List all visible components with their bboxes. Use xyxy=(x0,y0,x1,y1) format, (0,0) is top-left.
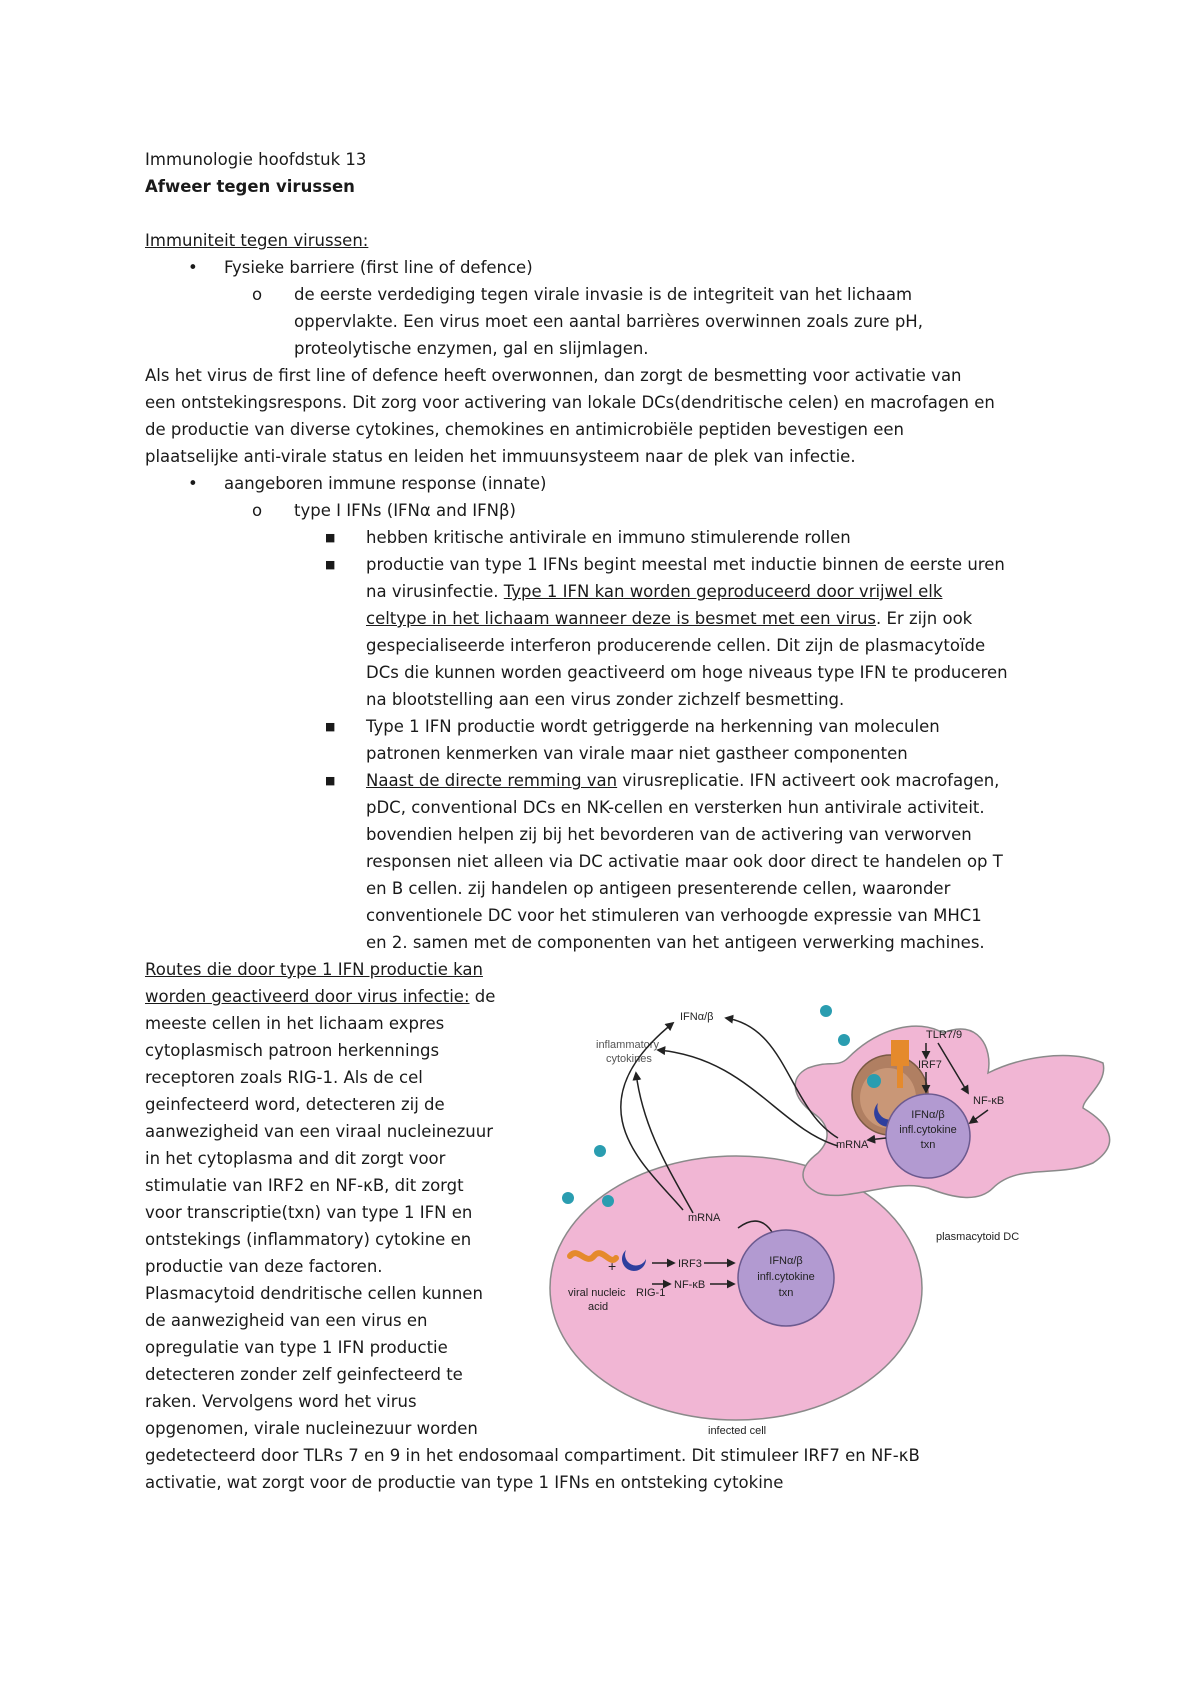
bullet-innate-response: aangeboren immune response (innate) xyxy=(224,474,547,493)
nfkb-cell-label: NF-κB xyxy=(674,1279,706,1291)
underlined-span: Type 1 IFN kan worden geproduceerd door vrijwel elk xyxy=(503,582,943,601)
routes-line: voor transcriptie(txn) van type 1 IFN en xyxy=(145,1203,473,1222)
type-i-ifn-item: type I IFNs (IFNα and IFNβ) xyxy=(294,501,516,520)
text-span: virusreplicatie. IFN activeert ook macrofagen, xyxy=(617,771,1000,790)
inflammatory-label: cytokines xyxy=(606,1053,652,1065)
routes-line: de aanwezigheid van een virus en xyxy=(145,1311,428,1330)
routes-line: receptoren zoals RIG-1. Als de cel xyxy=(145,1068,423,1087)
doc-title: Immunologie hoofdstuk 13 xyxy=(145,150,367,169)
routes-line: productie van deze factoren. xyxy=(145,1257,383,1276)
irf3-label: IRF3 xyxy=(678,1258,702,1270)
infected-cell-caption: infected cell xyxy=(708,1425,767,1437)
nfkb-pdc-label: NF-κB xyxy=(973,1095,1005,1107)
ifn-point-line: productie van type 1 IFNs begint meestal met inductie binnen de eerste uren xyxy=(366,555,1005,574)
routes-line: cytoplasmisch patroon herkennings xyxy=(145,1041,440,1060)
ifn-point-line: Type 1 IFN productie wordt getriggerde na herkenning van moleculen xyxy=(366,717,940,736)
underlined-span: Naast de directe remming van xyxy=(366,771,618,790)
routes-line xyxy=(145,983,495,1010)
section-heading: Immuniteit tegen virussen: xyxy=(145,231,369,250)
underlined-span: worden geactiveerd door virus infectie: xyxy=(145,987,470,1006)
sub-bullet-o: o xyxy=(252,501,263,520)
square-bullet: ■ xyxy=(325,558,336,571)
cell-nucleus-label: IFNα/β xyxy=(769,1255,803,1267)
routes-line: opregulatie van type 1 IFN productie xyxy=(145,1338,448,1357)
routes-line: detecteren zonder zelf geinfecteerd te xyxy=(145,1365,463,1384)
ifn-point-line: en B cellen. zij handelen op antigeen presenterende cellen, waaronder xyxy=(366,879,951,898)
pdc-caption: plasmacytoid DC xyxy=(936,1231,1020,1243)
doc-subtitle: Afweer tegen virussen xyxy=(145,177,355,196)
sub-bullet-o: o xyxy=(252,285,263,304)
text-span: de xyxy=(469,987,496,1006)
square-bullet: ■ xyxy=(325,774,336,787)
viral-nucleic-label: viral nucleic xyxy=(568,1287,626,1299)
routes-line: activatie, wat zorgt voor de productie van type 1 IFNs en ontsteking cytokine xyxy=(145,1473,784,1492)
text-span: na virusinfectie. xyxy=(366,582,504,601)
routes-line: raken. Vervolgens word het virus xyxy=(145,1392,417,1411)
viral-nucleic-label: acid xyxy=(588,1301,609,1313)
barrier-text-line: oppervlakte. Een virus moet een aantal barrières overwinnen zoals zure pH, xyxy=(294,312,923,331)
bullet-dot: • xyxy=(188,258,198,277)
ifn-point-line xyxy=(366,605,972,632)
routes-line: in het cytoplasma and dit zorgt voor xyxy=(145,1149,446,1168)
routes-line: ontstekings (inflammatory) cytokine en xyxy=(145,1230,472,1249)
routes-line: geinfecteerd word, detecteren zij de xyxy=(145,1095,445,1114)
routes-line: aanwezigheid van een viraal nucleinezuur xyxy=(145,1122,493,1141)
routes-line: opgenomen, virale nucleinezuur worden xyxy=(145,1419,478,1438)
pdc-nucleus xyxy=(886,1094,970,1178)
barrier-text-line: de eerste verdediging tegen virale invasie is de integriteit van het lichaam xyxy=(294,285,913,304)
inflammatory-label: inflammatory xyxy=(596,1039,659,1051)
ifn-point-line: pDC, conventional DCs en NK-cellen en versterken hun antivirale activiteit. xyxy=(366,798,985,817)
tlr-label: TLR7/9 xyxy=(926,1029,963,1041)
ifn-point-line: conventionele DC voor het stimuleren van verhoogde expressie van MHC1 xyxy=(366,906,982,925)
ifn-label: IFNα/β xyxy=(680,1011,714,1023)
routes-line: Plasmacytoid dendritische cellen kunnen xyxy=(145,1284,483,1303)
bullet-dot: • xyxy=(188,474,198,493)
paragraph-line: plaatselijke anti-virale status en leiden het immuunsysteem naar de plek van infectie. xyxy=(145,447,856,466)
plus-sign: + xyxy=(608,1258,617,1274)
mrna-cell-label: mRNA xyxy=(688,1212,721,1224)
rig-label: RIG-1 xyxy=(636,1287,666,1299)
pdc-nucleus-label: txn xyxy=(920,1139,936,1151)
ifn-point-line: gespecialiseerde interferon producerende cellen. Dit zijn de plasmacytoïde xyxy=(366,636,986,655)
bullet-physical-barrier: Fysieke barriere (first line of defence) xyxy=(224,258,533,277)
ifn-point-line: patronen kenmerken van virale maar niet gastheer componenten xyxy=(366,744,908,763)
ifn-point-line: DCs die kunnen worden geactiveerd om hoge niveaus type IFN te produceren xyxy=(366,663,1008,682)
paragraph-line: een ontstekingsrespons. Dit zorg voor activering van lokale DCs(dendritische celen) en macrofagen en xyxy=(145,393,995,412)
barrier-text-line: proteolytische enzymen, gal en slijmlagen. xyxy=(294,339,649,358)
ifn-point-line: en 2. samen met de componenten van het antigeen verwerking machines. xyxy=(366,933,985,952)
pdc-nucleus-label: IFNα/β xyxy=(911,1109,945,1121)
ifn-point-line xyxy=(366,578,942,605)
ifn-pathway-diagram xyxy=(548,988,1148,1438)
underlined-span: celtype in het lichaam wanneer deze is besmet met een virus xyxy=(366,609,877,628)
square-bullet: ■ xyxy=(325,531,336,544)
ifn-point-line: na blootstelling aan een virus zonder zichzelf besmetting. xyxy=(366,690,845,709)
ifn-point-line xyxy=(366,767,999,794)
square-bullet: ■ xyxy=(325,720,336,733)
paragraph-line: de productie van diverse cytokines, chemokines en antimicrobiële peptiden bevestigen een xyxy=(145,420,904,439)
routes-heading: Routes die door type 1 IFN productie kan xyxy=(145,960,483,979)
routes-line: stimulatie van IRF2 en NF-κB, dit zorgt xyxy=(145,1176,464,1195)
virus-icon xyxy=(867,1074,881,1088)
cell-nucleus-label: txn xyxy=(778,1287,794,1299)
mrna-pdc-label: mRNA xyxy=(836,1139,869,1151)
paragraph-line: Als het virus de first line of defence heeft overwonnen, dan zorgt de besmetting voor activatie van xyxy=(145,366,962,385)
cell-nucleus-label: infl.cytokine xyxy=(757,1271,815,1283)
ifn-point-line: hebben kritische antivirale en immuno stimulerende rollen xyxy=(366,528,851,547)
text-span: . Er zijn ook xyxy=(876,609,973,628)
pdc-nucleus-label: infl.cytokine xyxy=(899,1124,957,1136)
irf7-label: IRF7 xyxy=(918,1059,942,1071)
ifn-point-line: bovendien helpen zij bij het bevorderen van de activering van verworven xyxy=(366,825,972,844)
ifn-point-line: responsen niet alleen via DC activatie maar ook door direct te handelen op T xyxy=(366,852,1003,871)
routes-line: gedetecteerd door TLRs 7 en 9 in het endosomaal compartiment. Dit stimuleer IRF7 en NF-κB xyxy=(145,1446,920,1465)
routes-line: meeste cellen in het lichaam expres xyxy=(145,1014,445,1033)
